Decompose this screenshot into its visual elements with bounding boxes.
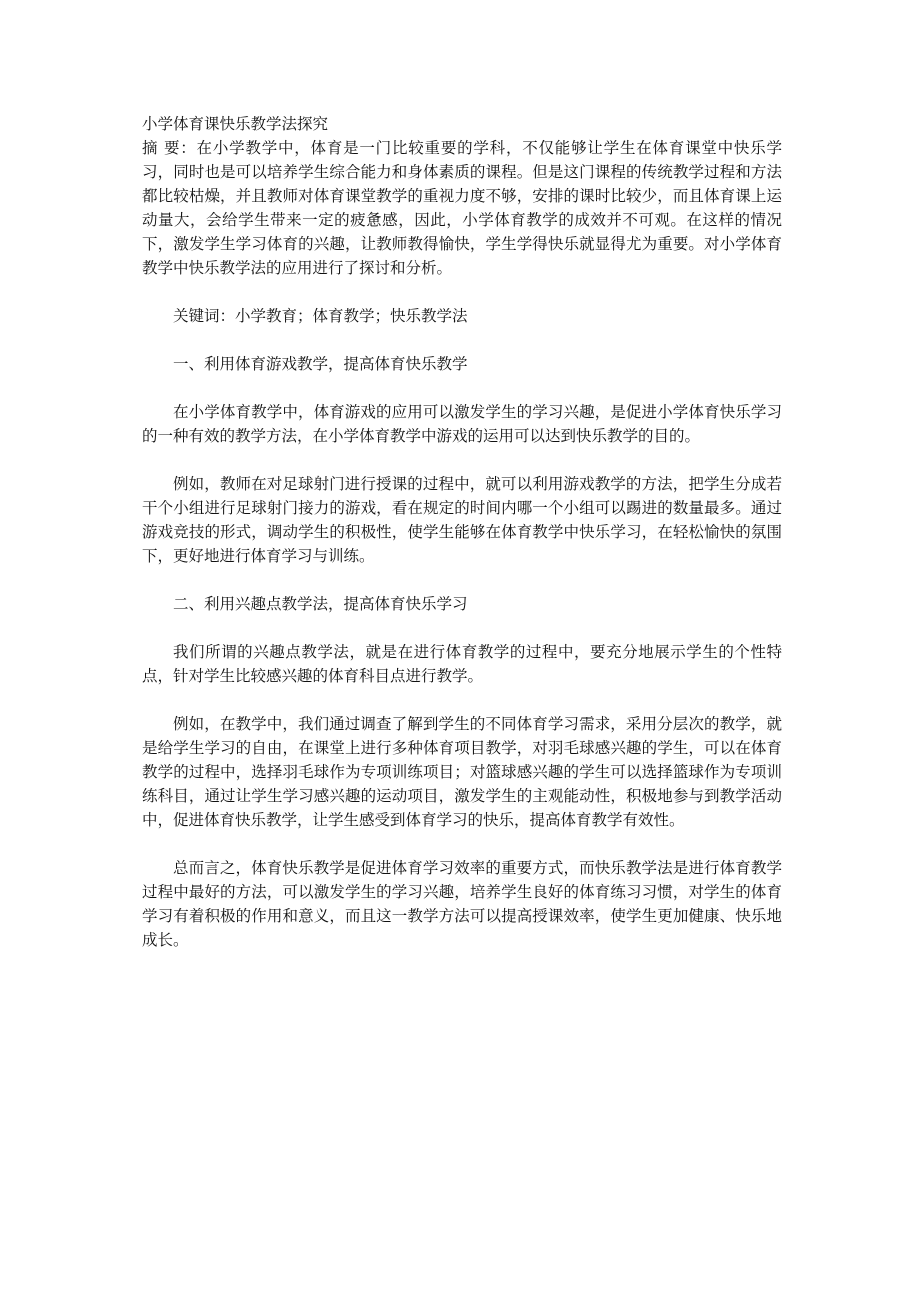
section-heading-1: 一、利用体育游戏教学，提高体育快乐教学 <box>173 355 468 373</box>
section1-paragraph-1: 在小学体育教学中，体育游戏的应用可以激发学生的学习兴趣，是促进小学体育快乐学习的一种有效的教学方法，在小学体育教学中游戏的运用可以达到快乐教学的目的。 <box>142 403 782 445</box>
abstract-paragraph: 摘 要：在小学教学中，体育是一门比较重要的学科，不仅能够让学生在体育课堂中快乐学习，同时也是可以培养学生综合能力和身体素质的课程。但是这门课程的传统教学过程和方法都比较枯燥，并且教师对体育课堂教学的重视力度不够，安排的课时比较少，而且体育课上运动量大，会给学生带来一定的疲惫感，因此，小学体育教学的成效并不可观。在这样的情况下，激发学生学习体育的兴趣，让教师教得愉快，学生学得快乐就显得尤为重要。对小学体育教学中快乐教学法的应用进行了探讨和分析。 <box>142 139 782 277</box>
document-title: 小学体育课快乐教学法探究 <box>142 115 329 133</box>
conclusion-paragraph: 总而言之，体育快乐教学是促进体育学习效率的重要方式，而快乐教学法是进行体育教学过程中最好的方法，可以激发学生的学习兴趣，培养学生良好的体育练习习惯，对学生的体育学习有着积极的作用和意义，而且这一教学方法可以提高授课效率，使学生更加健康、快乐地成长。 <box>142 859 782 949</box>
section2-paragraph-1: 我们所谓的兴趣点教学法，就是在进行体育教学的过程中，要充分地展示学生的个性特点，针对学生比较感兴趣的体育科目点进行教学。 <box>142 643 782 685</box>
section2-paragraph-2: 例如，在教学中，我们通过调查了解到学生的不同体育学习需求，采用分层次的教学，就是给学生学习的自由，在课堂上进行多种体育项目教学，对羽毛球感兴趣的学生，可以在体育教学的过程中，选择羽毛球作为专项训练项目；对篮球感兴趣的学生可以选择篮球作为专项训练科目，通过让学生学习感兴趣的运动项目，激发学生的主观能动性，积极地参与到教学活动中，促进体育快乐教学，让学生感受到体育学习的快乐，提高体育教学有效性。 <box>142 715 782 829</box>
keywords-line: 关键词：小学教育；体育教学；快乐教学法 <box>173 307 468 325</box>
document-body <box>142 112 782 952</box>
section1-paragraph-2: 例如，教师在对足球射门进行授课的过程中，就可以利用游戏教学的方法，把学生分成若干个小组进行足球射门接力的游戏，看在规定的时间内哪一个小组可以踢进的数量最多。通过游戏竞技的形式，调动学生的积极性，使学生能够在体育教学中快乐学习，在轻松愉快的氛围下，更好地进行体育学习与训练。 <box>142 475 782 565</box>
section-heading-2: 二、利用兴趣点教学法，提高体育快乐学习 <box>173 595 468 613</box>
